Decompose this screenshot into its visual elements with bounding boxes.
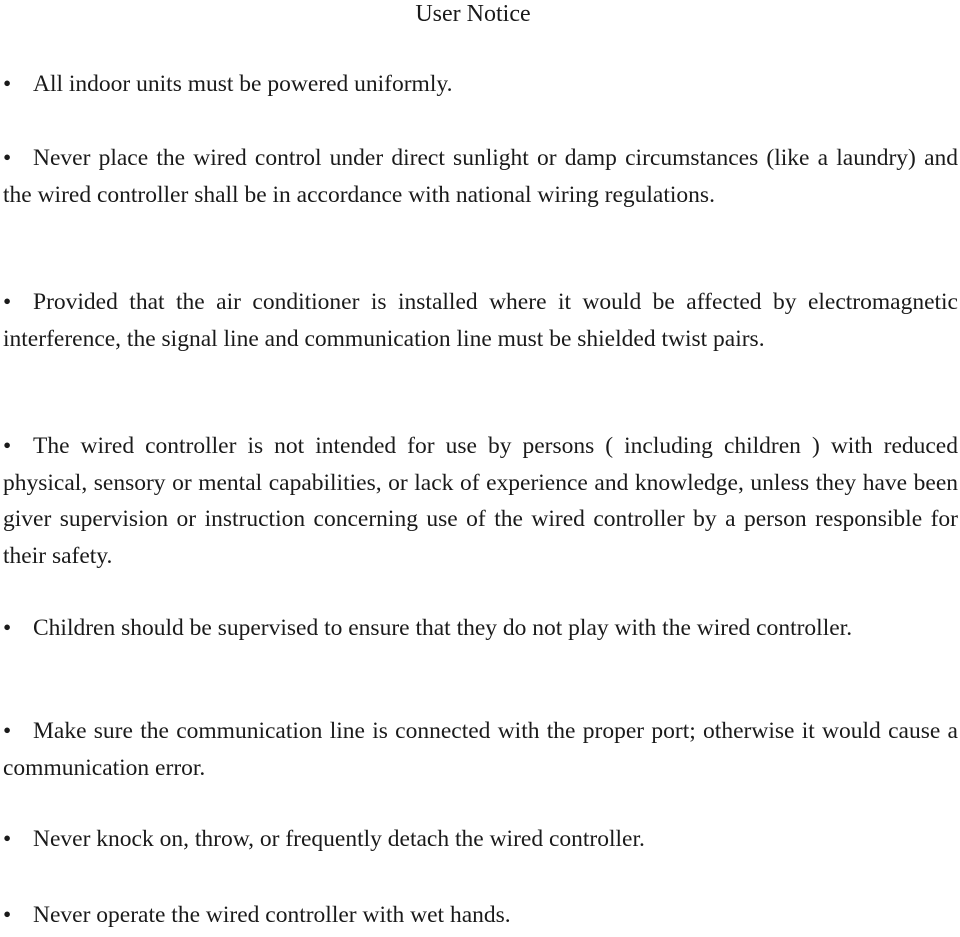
bullet-icon: • — [3, 433, 12, 459]
notice-item-1 — [3, 66, 958, 103]
bullet-icon: • — [3, 289, 12, 315]
notice-text: Never knock on, throw, or frequently detach the wired controller. — [33, 826, 645, 852]
bullet-icon: • — [3, 71, 12, 97]
notice-text: Make sure the communication line is connected with the proper port; otherwise it would cause a communication error. — [3, 718, 958, 781]
bullet-icon: • — [3, 902, 12, 928]
notice-item-5 — [3, 610, 883, 647]
notice-item-8 — [3, 897, 958, 934]
notice-item-2 — [3, 140, 958, 213]
bullet-icon: • — [3, 826, 12, 852]
notice-text: Provided that the air conditioner is installed where it would be affected by electromagnetic interference, the signal line and communication line must be shielded twist pairs. — [3, 289, 958, 352]
bullet-icon: • — [3, 145, 12, 171]
notice-item-7 — [3, 821, 958, 858]
notice-text: All indoor units must be powered uniformly. — [33, 71, 453, 97]
bullet-icon: • — [3, 718, 12, 744]
document-title: User Notice — [415, 1, 531, 27]
notice-item-6 — [3, 713, 958, 786]
notice-text: Never place the wired control under direct sunlight or damp circumstances (like a laundry) and the wired controller shall be in accordance with national wiring regulations. — [3, 145, 958, 208]
notice-text: Never operate the wired controller with wet hands. — [33, 902, 511, 928]
notice-item-3 — [3, 284, 958, 357]
notice-text: The wired controller is not intended for use by persons ( including children ) with reduced physical, sensory or mental capabilities, or lack of experience and knowledge, unless they have been giver supervision or instruction concerning use of the wired controller by a person responsible for their safety. — [3, 433, 958, 569]
bullet-icon: • — [3, 615, 12, 641]
notice-text: Children should be supervised to ensure that they do not play with the wired controller. — [33, 615, 853, 641]
notice-item-4 — [3, 428, 958, 574]
